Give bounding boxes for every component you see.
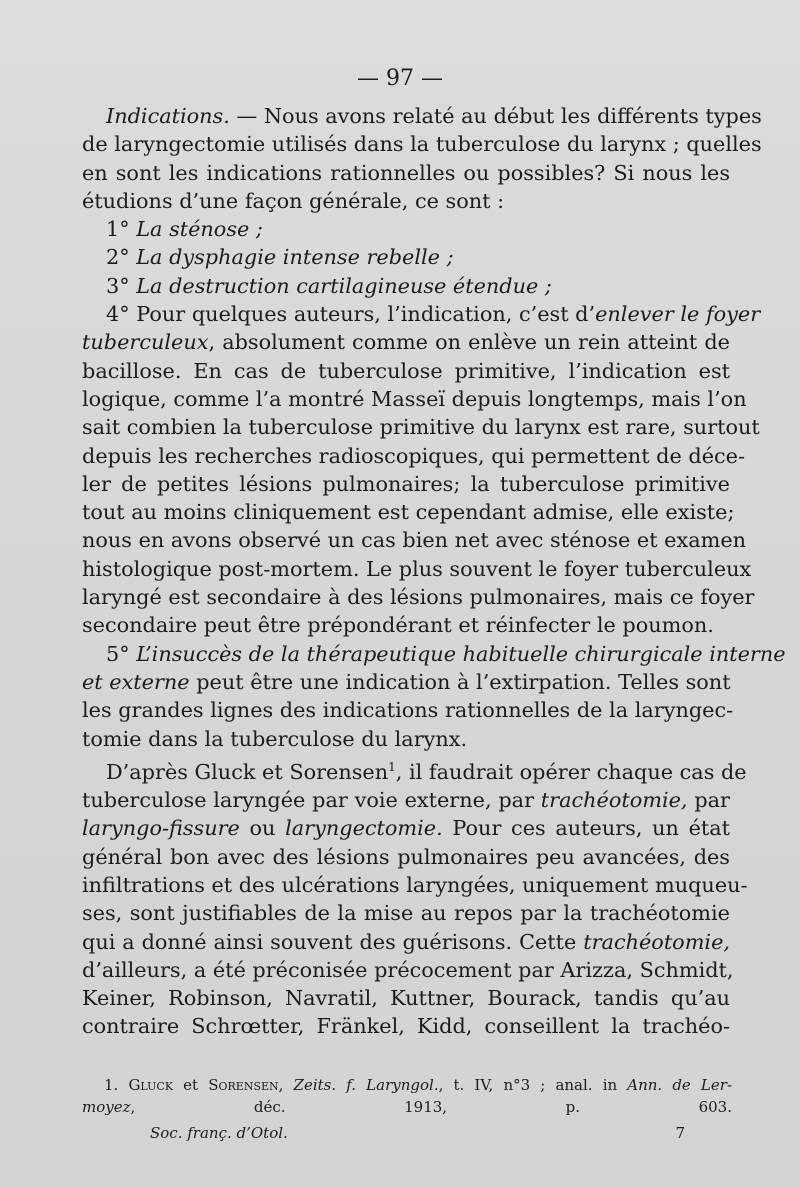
text-line: contraire Schrœtter, Fränkel, Kidd, conseillent la trachéo- — [82, 1014, 730, 1039]
text-line: sait combien la tuberculose primitive du larynx est rare, surtout — [82, 415, 760, 440]
text-line: ler de petites lésions pulmonaires; la tuberculose primitive — [82, 471, 730, 496]
text-line: étudions d’une façon générale, ce sont : — [82, 188, 505, 213]
text-line: laryngé est secondaire à des lésions pulmonaires, mais ce foyer — [82, 585, 755, 610]
section-heading: Indications. — [106, 104, 230, 128]
text-line: logique, comme l’a montré Masseï depuis longtemps, mais l’on — [82, 386, 747, 411]
signature-mark: 7 — [675, 1124, 685, 1142]
text-line: secondaire peut être prépondérant et réinfecter le poumon. — [82, 613, 714, 638]
text-line: d’ailleurs, a été préconisée précocement par Arizza, Schmidt, — [82, 957, 734, 982]
list-item: 3° La destruction cartilagineuse étendue ; — [106, 273, 552, 298]
text-line: tuberculeux, absolument comme on enlève un rein atteint de — [82, 330, 730, 355]
text-line: qui a donné ainsi souvent des guérisons. Cette trachéotomie, — [82, 929, 730, 954]
text-line: Indications. — Nous avons relaté au début les différents types — [106, 104, 762, 128]
text-line: Keiner, Robinson, Navratil, Kuttner, Bourack, tandis qu’au — [82, 986, 730, 1011]
page-number: — 97 — — [357, 66, 443, 91]
text-line: tout au moins cliniquement est cependant admise, elle existe; — [82, 500, 735, 525]
text-line: en sont les indications rationnelles ou possibles? Si nous les — [82, 160, 730, 185]
text-line: et externe peut être une indication à l’extirpation. Telles sont — [82, 669, 731, 694]
running-footer-title: Soc. franç. d’Otol. — [150, 1124, 288, 1142]
running-footer — [150, 1124, 685, 1142]
text-line: général bon avec des lésions pulmonaires peu avancées, des — [82, 844, 730, 869]
text-line: D’après Gluck et Sorensen$^1$, il faudrait opérer chaque cas de — [106, 759, 747, 784]
text-line: laryngo-fissure ou laryngectomie. Pour ces auteurs, un état — [82, 816, 730, 841]
footnote-line: 1. Gluck et Sorensen, Zeits. f. Laryngol., t. IV, n°3 ; anal. in Ann. de Ler- — [104, 1076, 733, 1094]
text-line: histologique post-mortem. Le plus souvent le foyer tuberculeux — [82, 556, 752, 581]
text-line: de laryngectomie utilisés dans la tuberculose du larynx ; quelles — [82, 132, 762, 157]
list-item: 4° Pour quelques auteurs, l’indication, c’est d’enlever le foyer — [106, 302, 761, 327]
list-item: 1° La sténose ; — [106, 217, 263, 242]
list-item: 2° La dysphagie intense rebelle ; — [106, 245, 454, 270]
footnote — [82, 1074, 732, 1118]
text-line: les grandes lignes des indications rationnelles de la laryngec- — [82, 698, 734, 723]
list-item: 5° L’insuccès de la thérapeutique habituelle chirurgicale interne — [106, 641, 786, 666]
text-line: ses, sont justifiables de la mise au repos par la trachéotomie — [82, 901, 730, 926]
text-line: tomie dans la tuberculose du larynx. — [82, 726, 468, 751]
body-text — [82, 102, 786, 1041]
text-line: bacillose. En cas de tuberculose primitive, l’indication est — [82, 358, 730, 383]
text-line: nous en avons observé un cas bien net avec sténose et examen — [82, 528, 747, 553]
footnote-marker: 1 — [388, 759, 396, 774]
text-line: tuberculose laryngée par voie externe, par trachéotomie, par — [82, 788, 730, 813]
text-line: depuis les recherches radioscopiques, qui permettent de déce- — [82, 443, 745, 468]
text-line: infiltrations et des ulcérations laryngées, uniquement muqueu- — [82, 872, 748, 897]
footnote-line: moyez, déc. 1913, p. 603. — [82, 1098, 732, 1116]
